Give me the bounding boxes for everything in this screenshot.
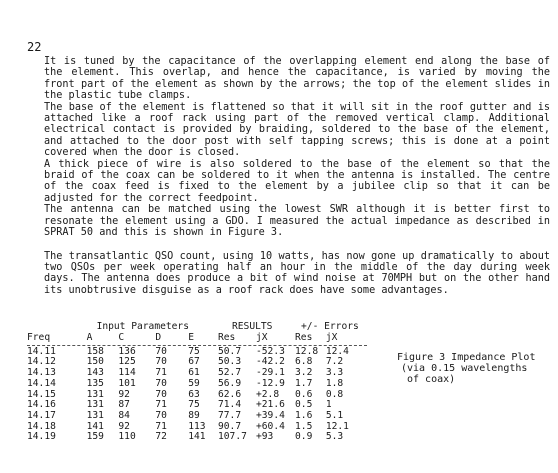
table-cell: 1 — [325, 399, 332, 411]
table-cell: 14.14 — [27, 377, 56, 389]
table-cell: 12.4 — [325, 345, 349, 357]
table-cell: 143 — [86, 367, 104, 379]
table-cell: 0.8 — [325, 388, 344, 400]
table-cell: 7.2 — [325, 356, 344, 368]
caption-line-1: Figure 3 Impedance Plot — [397, 352, 536, 363]
table-cell: +2.8 — [256, 388, 280, 400]
table-cell: 84 — [118, 409, 130, 421]
table-cell: 71 — [155, 367, 167, 379]
table-cell: +39.4 — [256, 409, 285, 421]
table-cell: 72 — [155, 431, 167, 443]
col-header-d: D — [155, 331, 162, 343]
table-cell: 1.5 — [295, 420, 313, 432]
table-cell: 71.4 — [218, 399, 242, 411]
table-cell: -29.1 — [256, 367, 285, 379]
table-row — [27, 432, 367, 443]
table-cell: 70 — [155, 409, 167, 421]
paragraph-tuning: It is tuned by the capacitance of the overlapping element end along the base of the element. This overlap, and hence the capacitance, is varied by moving the front part of the element as shown by the arrows; the top of the element slides in the plastic tube clamps. — [44, 56, 550, 102]
page-number: 22 — [27, 40, 42, 54]
group-header-errors: +/- Errors — [301, 321, 359, 332]
table-cell: 12.1 — [325, 420, 349, 432]
paragraph-qso-count: The transatlantic QSO count, using 10 watts, has now gone up dramatically to about two QSOs per week operating half an hour in the middle of the day during week days. The antenna does produce a bit of wind noise at 70MPH but on the other hand its unobtrusive disguise as a roof rack does have some advantages. — [44, 250, 550, 296]
paragraph-matching: The antenna can be matched using the lowest SWR although it is better first to resonate the element using a GDO. I measured the actual impedance as described in SPRAT 50 and this is shown in Figure 3. — [44, 204, 550, 239]
table-cell: 12.8 — [295, 345, 319, 357]
table-cell: 59 — [188, 377, 200, 389]
table-cell: 14.15 — [27, 388, 56, 400]
table-cell: -12.9 — [256, 377, 285, 389]
table-cell: 3.3 — [325, 367, 344, 379]
table-cell: 136 — [118, 345, 136, 357]
table-cell: 87 — [118, 399, 130, 411]
table-cell: 131 — [86, 409, 104, 421]
paragraph-base: The base of the element is flattened so that it will sit in the roof gutter and is attached like a roof rack using part of the removed vertical clamp. Additional electrical contact is provided by braiding, soldered to the base of the element, and attached to the door post with self tapping screws; this is done at a point covered when the door is closed. — [44, 101, 550, 159]
table-cell: 135 — [86, 377, 104, 389]
table-cell: 3.2 — [295, 367, 313, 379]
table-cell: 113 — [188, 420, 206, 432]
table-cell: 101 — [118, 377, 136, 389]
table-cell: 150 — [86, 356, 104, 368]
table-cell: 89 — [188, 409, 200, 421]
table-cell: 52.7 — [218, 367, 242, 379]
table-cell: 14.16 — [27, 399, 56, 411]
table-cell: 0.5 — [295, 399, 313, 411]
col-header-a: A — [86, 331, 93, 343]
table-cell: 0.6 — [295, 388, 313, 400]
col-header-jx: jX — [256, 331, 268, 343]
table-cell: 92 — [118, 388, 130, 400]
table-cell: 107.7 — [218, 431, 247, 443]
table-cell: 125 — [118, 356, 136, 368]
figure-caption — [397, 352, 535, 385]
col-header-e: E — [188, 331, 194, 343]
col-header-res: Res — [218, 331, 236, 343]
table-cell: 14.18 — [27, 420, 56, 432]
table-cell: 75 — [188, 399, 200, 411]
table-cell: +21.6 — [256, 399, 285, 411]
table-cell: 1.8 — [325, 377, 344, 389]
table-cell: 71 — [155, 420, 167, 432]
table-cell: 70 — [155, 377, 167, 389]
table-cell: 1.7 — [295, 377, 313, 389]
table-body — [27, 347, 367, 443]
table-cell: 62.6 — [218, 388, 242, 400]
table-cell: -52.3 — [256, 345, 285, 357]
table-cell: 14.11 — [27, 345, 56, 357]
table-cell: -42.2 — [256, 356, 285, 368]
table-cell: 159 — [86, 431, 104, 443]
table-cell: 77.7 — [218, 409, 242, 421]
table-cell: +93 — [256, 431, 274, 443]
table-cell: 141 — [86, 420, 104, 432]
table-cell: 75 — [188, 345, 200, 357]
table-cell: 70 — [155, 345, 167, 357]
table-cell: 114 — [118, 367, 136, 379]
table-column-header-row — [27, 333, 367, 344]
table-cell: 14.17 — [27, 409, 56, 421]
table-cell: 67 — [188, 356, 200, 368]
table-cell: 158 — [86, 345, 104, 357]
article-body — [44, 56, 550, 296]
group-header-input: Input Parameters — [96, 321, 189, 332]
table-cell: 131 — [86, 399, 104, 411]
table-cell: 141 — [188, 431, 206, 443]
col-header-error-res: Res — [295, 331, 313, 343]
table-group-header-row — [27, 322, 367, 333]
table-cell: 61 — [188, 367, 200, 379]
table-cell: 70 — [155, 388, 167, 400]
table-cell: 70 — [155, 356, 167, 368]
caption-line-2: (via 0.15 wavelengths — [401, 363, 528, 374]
table-cell: 110 — [118, 431, 136, 443]
group-header-results: RESULTS — [232, 321, 273, 332]
table-cell: 131 — [86, 388, 104, 400]
table-cell: 14.13 — [27, 367, 56, 379]
paragraph-wire: A thick piece of wire is also soldered to the base of the element so that the braid of the coax can be soldered to it when the antenna is installed. The centre of the coax feed is fixed to the element by a jubilee clip so that it can be adjusted for the correct feedpoint. — [44, 158, 550, 204]
table-cell: 63 — [188, 388, 200, 400]
table-row — [27, 379, 367, 390]
table-cell: 14.19 — [27, 431, 56, 443]
col-header-error-jx: jX — [325, 331, 338, 343]
table-cell: 1.6 — [295, 409, 313, 421]
table-cell: 6.8 — [295, 356, 313, 368]
table-cell: 50.3 — [218, 356, 242, 368]
table-cell: 5.3 — [325, 431, 344, 443]
table-cell: 56.9 — [218, 377, 242, 389]
table-cell: 50.7 — [218, 345, 242, 357]
table-cell: 5.1 — [325, 409, 344, 421]
caption-line-3: of coax) — [407, 374, 456, 385]
col-header-c: C — [118, 331, 125, 343]
table-cell: 14.12 — [27, 356, 56, 368]
table-cell: 0.9 — [295, 431, 313, 443]
col-header-freq: Freq — [27, 331, 51, 343]
table-cell: 90.7 — [218, 420, 242, 432]
table-cell: 71 — [155, 399, 167, 411]
table-cell: +60.4 — [256, 420, 285, 432]
table-cell: 92 — [118, 420, 130, 432]
